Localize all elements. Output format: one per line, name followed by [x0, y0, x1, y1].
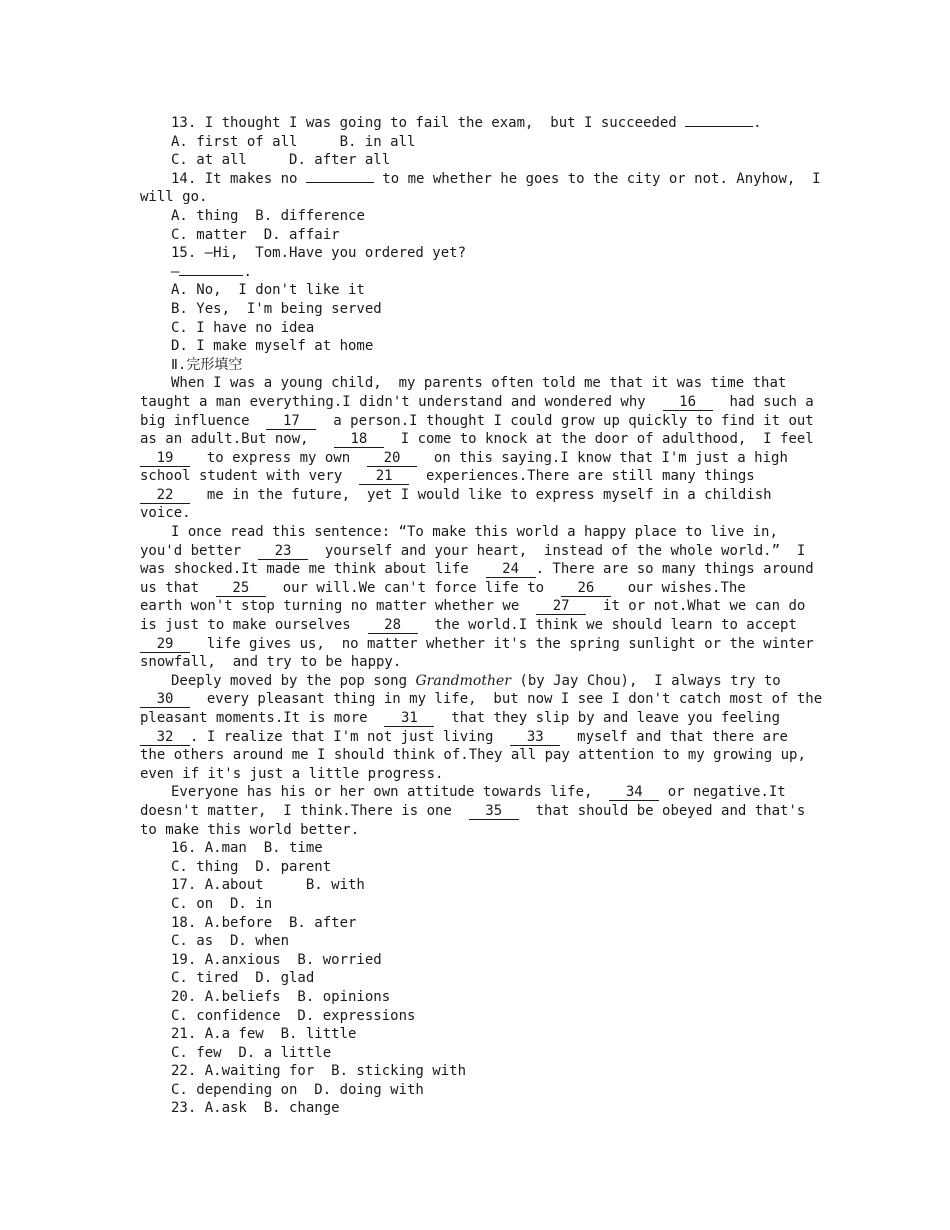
section-title: Ⅱ.完形填空 — [171, 356, 243, 373]
passage-line: 19 to express my own 20 on this saying.I know that I'm just a high — [140, 449, 815, 468]
question-number: 13 — [171, 115, 188, 131]
question-text: I thought I was going to fail the exam, but I succeeded — [204, 115, 686, 131]
passage-line: Deeply moved by the pop song Grandmother (by Jay Chou), I always try to — [171, 672, 781, 689]
options-row — [140, 207, 815, 226]
passage-line: even if it's just a little progress. — [140, 765, 444, 782]
question-number: 15 — [171, 245, 188, 262]
answer-blank — [179, 275, 243, 276]
question-text-cont: will go. — [140, 189, 208, 206]
options-row: 19. A.anxious B. worried — [171, 951, 382, 968]
option-d: D. affair — [263, 226, 340, 243]
option-b: B. difference — [255, 207, 365, 224]
cloze-blank: 17 — [266, 414, 316, 430]
passage-line: you'd better 23 yourself and your heart, instead of the whole world.” I — [140, 542, 806, 559]
exercise-page — [140, 114, 823, 1118]
options-row: C. tired D. glad — [171, 970, 315, 987]
cloze-blank: 26 — [561, 581, 611, 597]
passage-line: was shocked.It made me think about life 24 . There are so many things around — [140, 561, 814, 578]
question-text: It makes no — [204, 170, 306, 187]
cloze-blank: 25 — [216, 581, 266, 597]
cloze-blank: 22 — [140, 488, 190, 504]
option-a: A. thing — [171, 207, 239, 224]
cloze-blank: 34 — [609, 785, 659, 801]
options-row: C. on D. in — [171, 895, 273, 912]
options-row: C. thing D. parent — [171, 858, 332, 875]
cloze-blank: 28 — [368, 618, 418, 634]
cloze-blank: 33 — [510, 730, 560, 746]
options-row: 18. A.before B. after — [171, 914, 357, 931]
cloze-blank: 24 — [486, 562, 536, 578]
passage-line: doesn't matter, I think.There is one 35 that should be obeyed and that's — [140, 802, 806, 819]
passage-line: 32 . I realize that I'm not just living 33 myself and that there are — [140, 728, 815, 747]
cloze-blank: 31 — [384, 711, 434, 727]
cloze-blank: 27 — [536, 599, 586, 615]
options-row: C. few D. a little — [171, 1044, 332, 1061]
option-b: B. Yes, I'm being served — [171, 300, 382, 317]
option-d: D. after all — [289, 152, 391, 169]
passage-line: When I was a young child, my parents often told me that it was time that — [171, 375, 787, 392]
cloze-blank: 18 — [334, 432, 384, 448]
passage-line: 30 every pleasant thing in my life, but now I see I don't catch most of the — [140, 690, 815, 709]
passage-line: as an adult.But now, 18 I come to knock at the door of adulthood, I feel — [140, 431, 814, 448]
option-d: D. I make myself at home — [171, 338, 374, 355]
passage-line: taught a man everything.I didn't understand and wondered why 16 had such a — [140, 393, 814, 410]
options-row — [140, 226, 815, 245]
options-row: 21. A.a few B. little — [171, 1026, 357, 1043]
passage-line: the others around me I should think of.They all pay attention to my growing up, — [140, 747, 806, 764]
question-15: 15. —Hi, Tom.Have you ordered yet? — [171, 245, 467, 262]
options-row: 20. A.beliefs B. opinions — [171, 988, 391, 1005]
cloze-blank: 19 — [140, 451, 190, 467]
options-row: 16. A.man B. time — [171, 840, 323, 857]
cloze-blank: 35 — [469, 804, 519, 820]
question-14: 14. It makes no to me whether he goes to the city or not. Anyhow, I — [171, 170, 821, 187]
answer-blank — [685, 126, 753, 127]
passage-line: pleasant moments.It is more 31 that they slip by and leave you feeling — [140, 710, 781, 726]
cloze-blank: 21 — [359, 469, 409, 485]
option-b: B. in all — [339, 133, 416, 150]
options-row — [140, 151, 815, 170]
cloze-blank: 20 — [367, 451, 417, 467]
options-row — [140, 133, 815, 152]
cloze-blank: 16 — [663, 395, 713, 411]
response-line: — . — [171, 263, 252, 280]
options-row: C. depending on D. doing with — [171, 1081, 424, 1098]
passage-line: is just to make ourselves 28 the world.I think we should learn to accept — [140, 617, 797, 634]
passage-line: I once read this sentence: “To make this world a happy place to live in, — [171, 524, 778, 541]
passage-line: voice. — [140, 505, 191, 522]
cloze-blank: 29 — [140, 637, 190, 653]
answer-blank — [306, 182, 374, 183]
option-a: A. first of all — [171, 133, 298, 150]
cloze-blank: 32 — [140, 730, 190, 746]
passage-line: us that 25 our will.We can't force life to 26 our wishes.The — [140, 579, 746, 596]
options-row: C. as D. when — [171, 933, 290, 950]
options-row: C. confidence D. expressions — [171, 1007, 416, 1024]
passage-line: school student with very 21 experiences.There are still many things — [140, 468, 755, 485]
song-title: Grandmother — [415, 672, 511, 689]
options-row: 23. A.ask B. change — [171, 1100, 340, 1117]
question-text: —Hi, Tom.Have you ordered yet? — [204, 245, 467, 262]
options-row: 22. A.waiting for B. sticking with — [171, 1063, 467, 1080]
passage-line: 22 me in the future, yet I would like to express myself in a childish — [140, 486, 815, 505]
options-row: 17. A.about B. with — [171, 877, 365, 894]
passage-line: 29 life gives us, no matter whether it's the spring sunlight or the winter — [140, 635, 815, 654]
passage-line: snowfall, and try to be happy. — [140, 654, 402, 671]
question-number: 14 — [171, 170, 188, 187]
passage-line: to make this world better. — [140, 821, 360, 838]
cloze-blank: 30 — [140, 692, 190, 708]
question-13: 13. I thought I was going to fail the exam, but I succeeded . — [171, 115, 762, 131]
passage-line: Everyone has his or her own attitude towards life, 34 or negative.It — [171, 784, 786, 801]
passage-line: earth won't stop turning no matter whether we 27 it or not.What we can do — [140, 598, 806, 615]
option-c: C. matter — [171, 226, 247, 243]
option-c: C. I have no idea — [171, 319, 315, 336]
cloze-blank: 23 — [258, 544, 308, 560]
option-a: A. No, I don't like it — [171, 282, 365, 299]
option-c: C. at all — [171, 152, 247, 169]
passage-line: big influence 17 a person.I thought I could grow up quickly to find it out — [140, 412, 814, 429]
